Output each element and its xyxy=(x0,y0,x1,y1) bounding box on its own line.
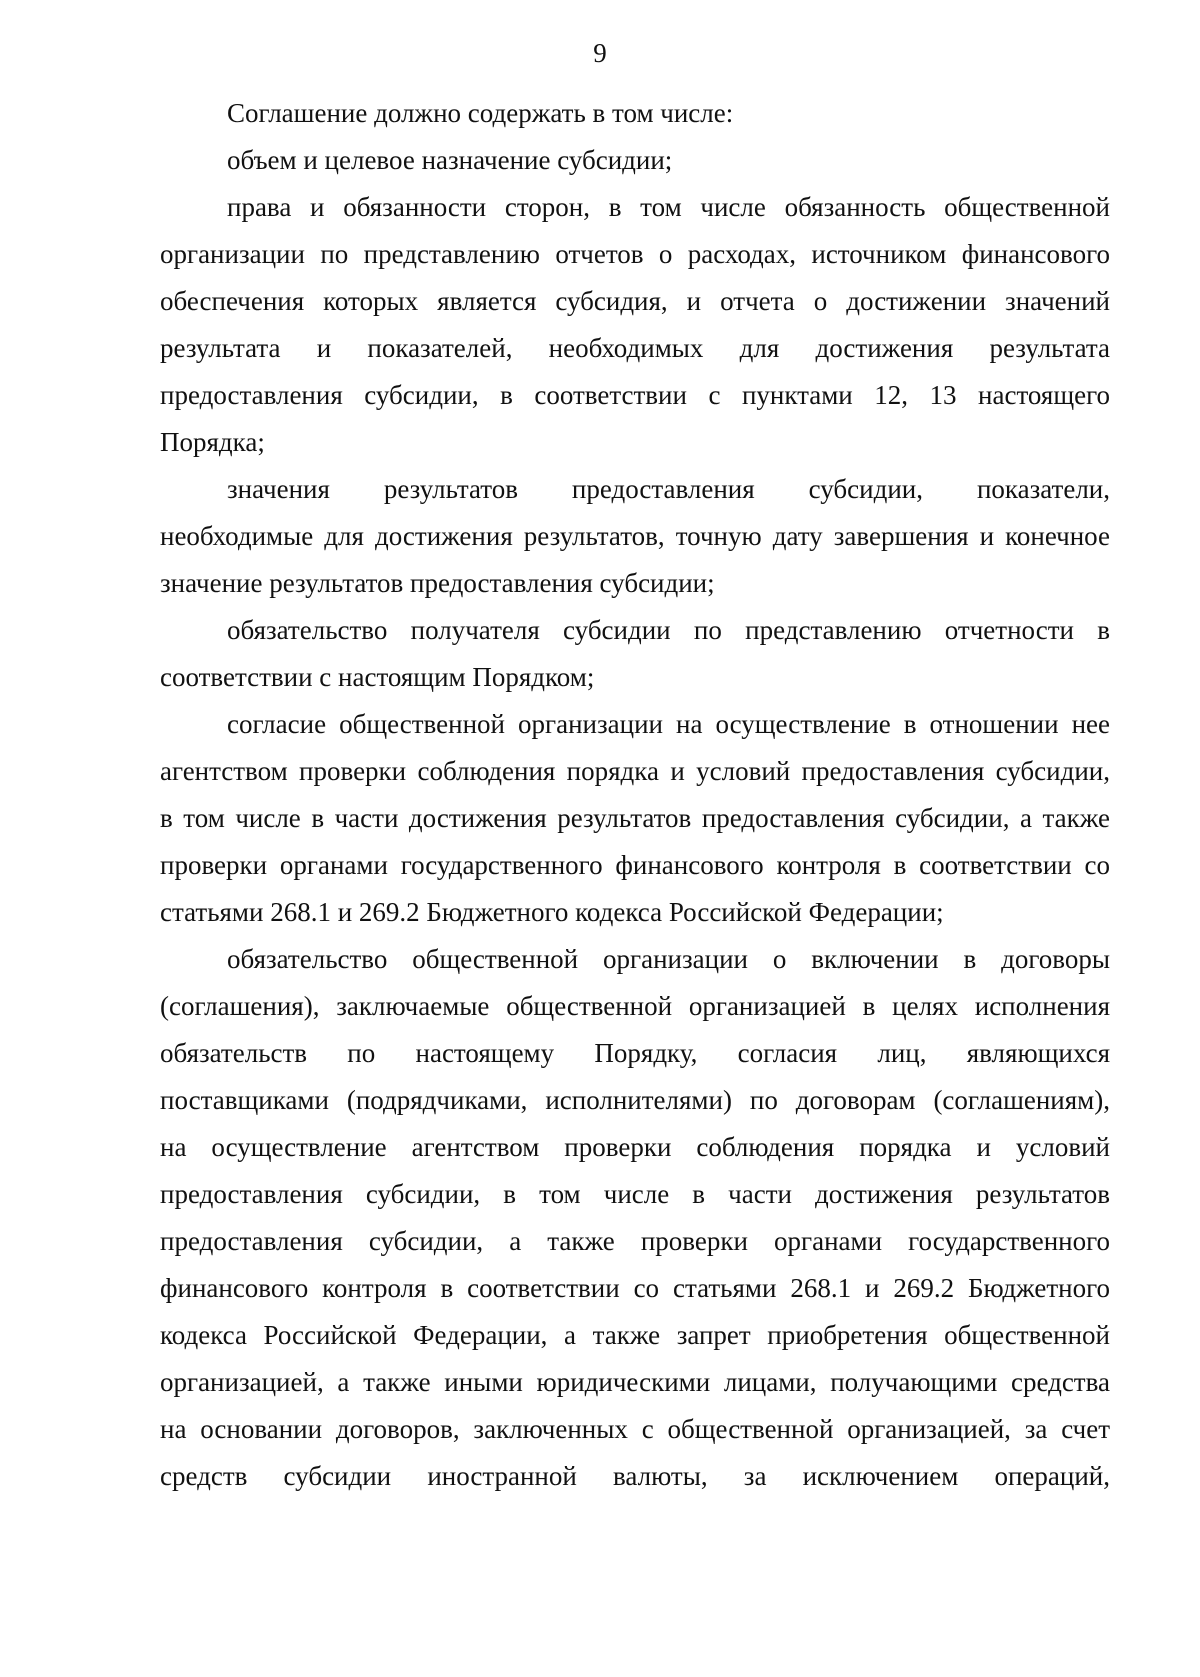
paragraph xyxy=(160,701,1110,936)
paragraph-line: поставщиками (подрядчиками, исполнителями) по договорам (соглашениям), xyxy=(160,1085,1110,1115)
paragraph-line: значения результатов предоставления субсидии, показатели, xyxy=(227,474,1110,504)
paragraph-line: Соглашение должно содержать в том числе: xyxy=(227,98,734,128)
paragraph-line: соответствии с настоящим Порядком; xyxy=(160,662,595,692)
paragraph-line: результата и показателей, необходимых для достижения результата xyxy=(160,333,1110,363)
paragraph-line: предоставления субсидии, в том числе в части достижения результатов xyxy=(160,1179,1110,1209)
paragraph-line: (соглашения), заключаемые общественной организацией в целях исполнения xyxy=(160,991,1110,1021)
paragraph-line: необходимые для достижения результатов, точную дату завершения и конечное xyxy=(160,521,1110,551)
paragraph-line: в том числе в части достижения результатов предоставления субсидии, а также xyxy=(160,803,1110,833)
paragraph-line: согласие общественной организации на осуществление в отношении нее xyxy=(227,709,1110,739)
paragraph-line: финансового контроля в соответствии со статьями 268.1 и 269.2 Бюджетного xyxy=(160,1273,1110,1303)
paragraph-line: обеспечения которых является субсидия, и отчета о достижении значений xyxy=(160,286,1110,316)
paragraph xyxy=(160,607,1110,701)
paragraph-line: агентством проверки соблюдения порядка и условий предоставления субсидии, xyxy=(160,756,1110,786)
paragraph-line: организацией, а также иными юридическими лицами, получающими средства xyxy=(160,1367,1110,1397)
paragraph-line: обязательство получателя субсидии по представлению отчетности в xyxy=(227,615,1110,645)
paragraph xyxy=(160,466,1110,607)
paragraph-line: организации по представлению отчетов о расходах, источником финансового xyxy=(160,239,1110,269)
paragraph-line: Порядка; xyxy=(160,427,265,457)
paragraph-line: проверки органами государственного финансового контроля в соответствии со xyxy=(160,850,1110,880)
paragraph-line: на основании договоров, заключенных с общественной организацией, за счет xyxy=(160,1414,1110,1444)
paragraph-line: объем и целевое назначение субсидии; xyxy=(227,145,673,175)
paragraph-line: средств субсидии иностранной валюты, за исключением операций, xyxy=(160,1461,1110,1491)
paragraph xyxy=(160,90,1110,137)
paragraph-line: кодекса Российской Федерации, а также запрет приобретения общественной xyxy=(160,1320,1110,1350)
paragraph-line: на осуществление агентством проверки соблюдения порядка и условий xyxy=(160,1132,1110,1162)
paragraph-line: значение результатов предоставления субсидии; xyxy=(160,568,715,598)
paragraph-line: предоставления субсидии, в соответствии с пунктами 12, 13 настоящего xyxy=(160,380,1110,410)
paragraph xyxy=(160,936,1110,1500)
paragraph-line: права и обязанности сторон, в том числе обязанность общественной xyxy=(227,192,1110,222)
paragraph-line: предоставления субсидии, а также проверки органами государственного xyxy=(160,1226,1110,1256)
paragraph-line: статьями 268.1 и 269.2 Бюджетного кодекса Российской Федерации; xyxy=(160,897,944,927)
paragraph-line: обязательство общественной организации о включении в договоры xyxy=(227,944,1110,974)
document-body xyxy=(160,90,1110,1500)
paragraph xyxy=(160,184,1110,466)
paragraph xyxy=(160,137,1110,184)
paragraph-line: обязательств по настоящему Порядку, согласия лиц, являющихся xyxy=(160,1038,1110,1068)
page-number: 9 xyxy=(593,38,607,68)
